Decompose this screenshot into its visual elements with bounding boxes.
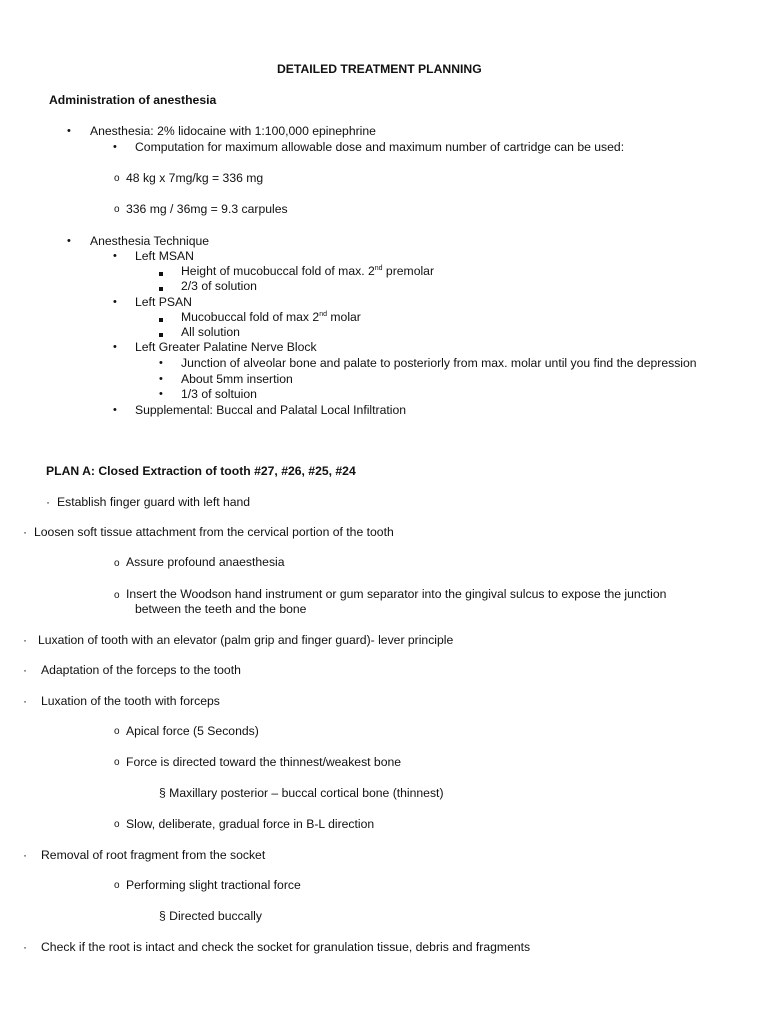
middot-marker: · [23,940,28,954]
plan-substep-tractional-force: Performing slight tractional force [126,878,301,892]
bullet-marker: • [113,296,117,308]
technique-psan: Left PSAN [135,295,192,309]
page-title: DETAILED TREATMENT PLANNING [277,62,482,76]
circle-marker: o [114,173,120,184]
circle-marker: o [114,590,120,601]
circle-marker: o [114,204,120,215]
section-heading-anesthesia: Administration of anesthesia [49,93,217,107]
msan-amount: 2/3 of solution [181,279,257,293]
gpnb-location: Junction of alveolar bone and palate to posteriorly from max. molar until you find the depression [181,356,697,370]
bullet-marker: • [67,235,71,247]
technique-gpnb: Left Greater Palatine Nerve Block [135,340,317,354]
bullet-marker: • [159,357,163,369]
plan-substep-woodson: Insert the Woodson hand instrument or gum separator into the gingival sulcus to expose the junction [126,587,667,601]
square-bullet-icon [159,265,163,280]
square-bullet-icon [159,326,163,341]
middot-marker: · [23,694,28,708]
bullet-marker: • [113,404,117,416]
circle-marker: o [114,757,120,768]
computation-intro: Computation for maximum allowable dose and maximum number of cartridge can be used: [135,140,625,154]
msan-detail: Height of mucobuccal fold of max. 2nd premolar [181,264,435,278]
anesthesia-technique: Anesthesia Technique [90,234,210,248]
bullet-marker: • [67,125,71,137]
middot-marker: · [23,525,28,539]
plan-substep-force-direction: Force is directed toward the thinnest/weakest bone [126,755,402,769]
plan-substep-anaesthesia: Assure profound anaesthesia [126,555,285,569]
plan-step-forceps-luxation: Luxation of the tooth with forceps [41,694,220,708]
anesthesia-agent: Anesthesia: 2% lidocaine with 1:100,000 epinephrine [90,124,376,138]
gpnb-insertion: About 5mm insertion [181,372,293,386]
section-heading-plan-a: PLAN A: Closed Extraction of tooth #27, #26, #25, #24 [46,464,356,478]
technique-msan: Left MSAN [135,249,194,263]
circle-marker: o [114,558,120,569]
dose-calculation: 48 kg x 7mg/kg = 336 mg [126,171,264,185]
plan-step-loosen-tissue: Loosen soft tissue attachment from the cervical portion of the tooth [34,525,394,539]
plan-detail-maxillary-posterior: § Maxillary posterior – buccal cortical bone (thinnest) [159,786,444,800]
bullet-marker: • [159,388,163,400]
plan-step-root-removal: Removal of root fragment from the socket [41,848,266,862]
plan-step-forceps-adaptation: Adaptation of the forceps to the tooth [41,663,241,677]
plan-step-check-socket: Check if the root is intact and check the socket for granulation tissue, debris and fragments [41,940,531,954]
gpnb-amount: 1/3 of soltuion [181,387,257,401]
middot-marker: · [23,663,28,677]
plan-step-finger-guard: Establish finger guard with left hand [57,495,251,509]
carpule-calculation: 336 mg / 36mg = 9.3 carpules [126,202,288,216]
middot-marker: · [46,495,51,509]
plan-substep-apical-force: Apical force (5 Seconds) [126,724,259,738]
psan-detail: Mucobuccal fold of max 2nd molar [181,310,361,324]
plan-detail-directed-buccally: § Directed buccally [159,909,262,923]
psan-amount: All solution [181,325,240,339]
middot-marker: · [23,848,28,862]
middot-marker: · [23,633,28,647]
bullet-marker: • [113,341,117,353]
circle-marker: o [114,880,120,891]
circle-marker: o [114,726,120,737]
plan-substep-bl-force: Slow, deliberate, gradual force in B-L direction [126,817,375,831]
bullet-marker: • [113,141,117,153]
bullet-marker: • [113,250,117,262]
plan-substep-woodson-cont: between the teeth and the bone [135,602,307,616]
square-bullet-icon [159,280,163,295]
bullet-marker: • [159,373,163,385]
circle-marker: o [114,819,120,830]
square-bullet-icon [159,311,163,326]
supplemental-infiltration: Supplemental: Buccal and Palatal Local Infiltration [135,403,406,417]
plan-step-elevator: Luxation of tooth with an elevator (palm grip and finger guard)- lever principle [38,633,454,647]
